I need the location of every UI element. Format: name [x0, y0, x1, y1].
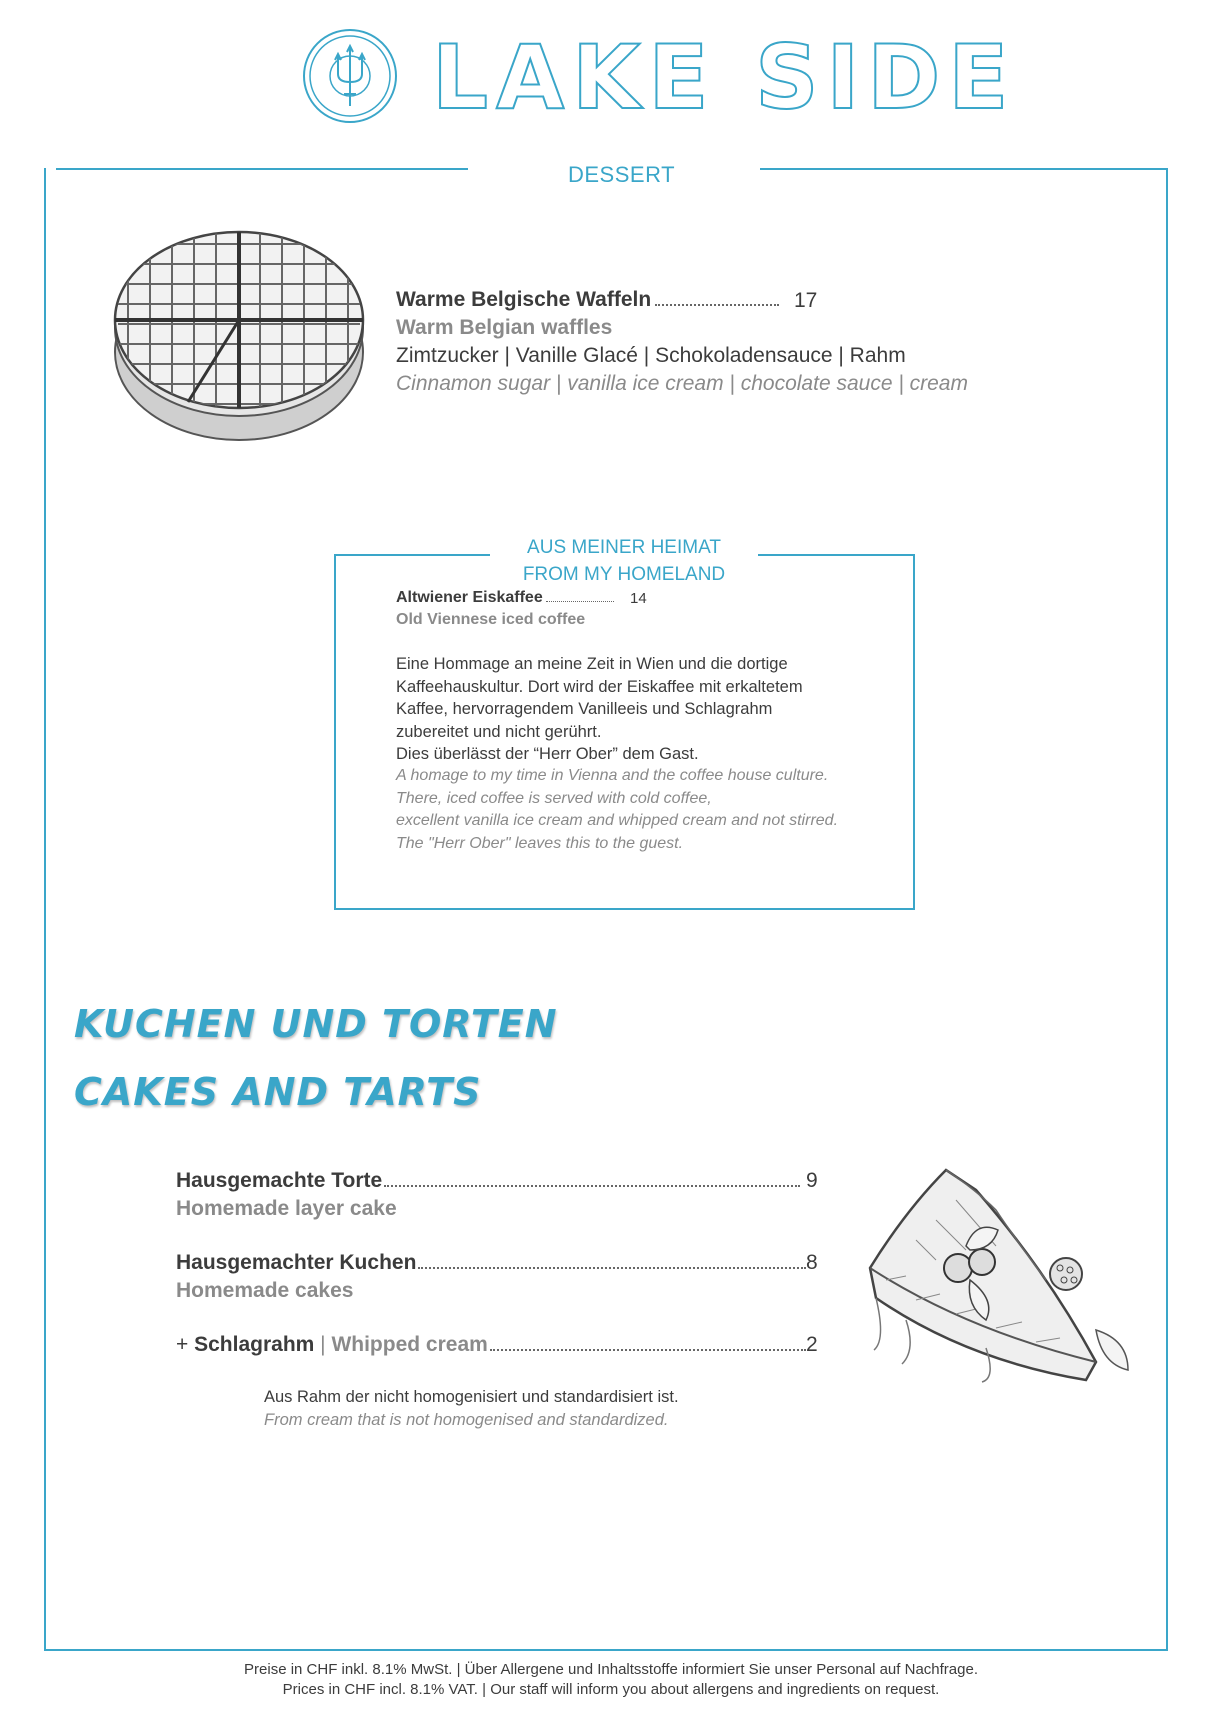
item-name-de: Hausgemachter Kuchen [176, 1251, 417, 1274]
item-name-en: Homemade cakes [176, 1279, 354, 1302]
item-description-en: Cinnamon sugar | vanilla ice cream | chocolate sauce | cream [396, 372, 968, 395]
leader-dots [418, 1267, 806, 1269]
description-de-line: zubereitet und nicht gerührt. [396, 722, 602, 741]
frame-top-border-left [56, 168, 468, 170]
description-de-line: Eine Hommage an meine Zeit in Wien und die dortige [396, 655, 788, 673]
footer-line-de: Preise in CHF inkl. 8.1% MwSt. | Über Allergene und Inhaltsstoffe informiert Sie unser Personal auf Nachfrage. [244, 1661, 978, 1678]
section-title-cakes-de: KUCHEN UND TORTEN [74, 1002, 558, 1046]
leader-dots [655, 304, 779, 306]
leader-dots [546, 601, 614, 602]
addon-prefix: + [176, 1333, 195, 1356]
box-top-border-left [334, 554, 490, 556]
item-name-de: Hausgemachte Torte [176, 1169, 383, 1192]
item-price: 8 [806, 1251, 818, 1274]
leader-dots [490, 1349, 806, 1351]
trident-logo-icon [300, 26, 400, 126]
description-en-line: The "Herr Ober" leaves this to the guest. [396, 834, 684, 852]
description-en [396, 765, 838, 855]
frame-top-border-right [760, 168, 1168, 170]
frame-left-border [44, 168, 46, 1650]
waffle-illustration [108, 224, 370, 446]
cream-note-en: From cream that is not homogenised and standardized. [264, 1411, 669, 1429]
leader-dots [384, 1185, 800, 1187]
description-de-line: Dies überlässt der “Herr Ober” dem Gast. [396, 745, 699, 763]
description-de [396, 653, 803, 766]
cream-note-de: Aus Rahm der nicht homogenisiert und standardisiert ist. [264, 1388, 679, 1406]
description-en-line: excellent vanilla ice cream and whipped cream and not stirred. [396, 812, 839, 829]
description-en-line: A homage to my time in Vienna and the coffee house culture. [396, 767, 829, 784]
description-de-line: Kaffeehauskultur. Dort wird der Eiskaffee mit erkaltetem [396, 677, 803, 696]
frame-bottom-border [44, 1649, 1168, 1651]
footer-line-en: Prices in CHF incl. 8.1% VAT. | Our staff will inform you about allergens and ingredients on request. [282, 1681, 940, 1698]
name-separator: | [314, 1333, 332, 1356]
tart-slice-illustration [846, 1150, 1146, 1390]
item-name-de: Altwiener Eiskaffee [396, 589, 543, 606]
box-title-en: FROM MY HOMELAND [522, 564, 726, 585]
frame-right-border [1166, 168, 1168, 1650]
item-name-en: Homemade layer cake [176, 1197, 397, 1220]
brand-wordmark: LAKE SIDE [432, 26, 1017, 129]
box-right-border [913, 554, 915, 910]
item-name-en: Warm Belgian waffles [396, 316, 613, 339]
box-bottom-border [334, 908, 915, 910]
item-price: 9 [806, 1169, 818, 1192]
item-name-en: Whipped cream [331, 1333, 488, 1356]
item-price: 17 [794, 289, 818, 312]
description-de-line: Kaffee, hervorragendem Vanilleeis und Schlagrahm [396, 700, 773, 718]
item-description-de: Zimtzucker | Vanille Glacé | Schokoladensauce | Rahm [396, 344, 906, 367]
box-top-border-right [758, 554, 915, 556]
box-left-border [334, 554, 336, 910]
box-title-de: AUS MEINER HEIMAT [527, 537, 721, 558]
item-name-de: Warme Belgische Waffeln [396, 288, 652, 311]
item-name-en: Old Viennese iced coffee [396, 611, 586, 628]
section-title-dessert: DESSERT [568, 162, 676, 187]
description-en-line: There, iced coffee is served with cold coffee, [396, 789, 712, 807]
section-title-cakes-en: CAKES AND TARTS [74, 1070, 482, 1114]
item-price: 14 [630, 590, 647, 607]
item-name-de: Schlagrahm [194, 1333, 315, 1356]
item-price: 2 [806, 1333, 818, 1356]
